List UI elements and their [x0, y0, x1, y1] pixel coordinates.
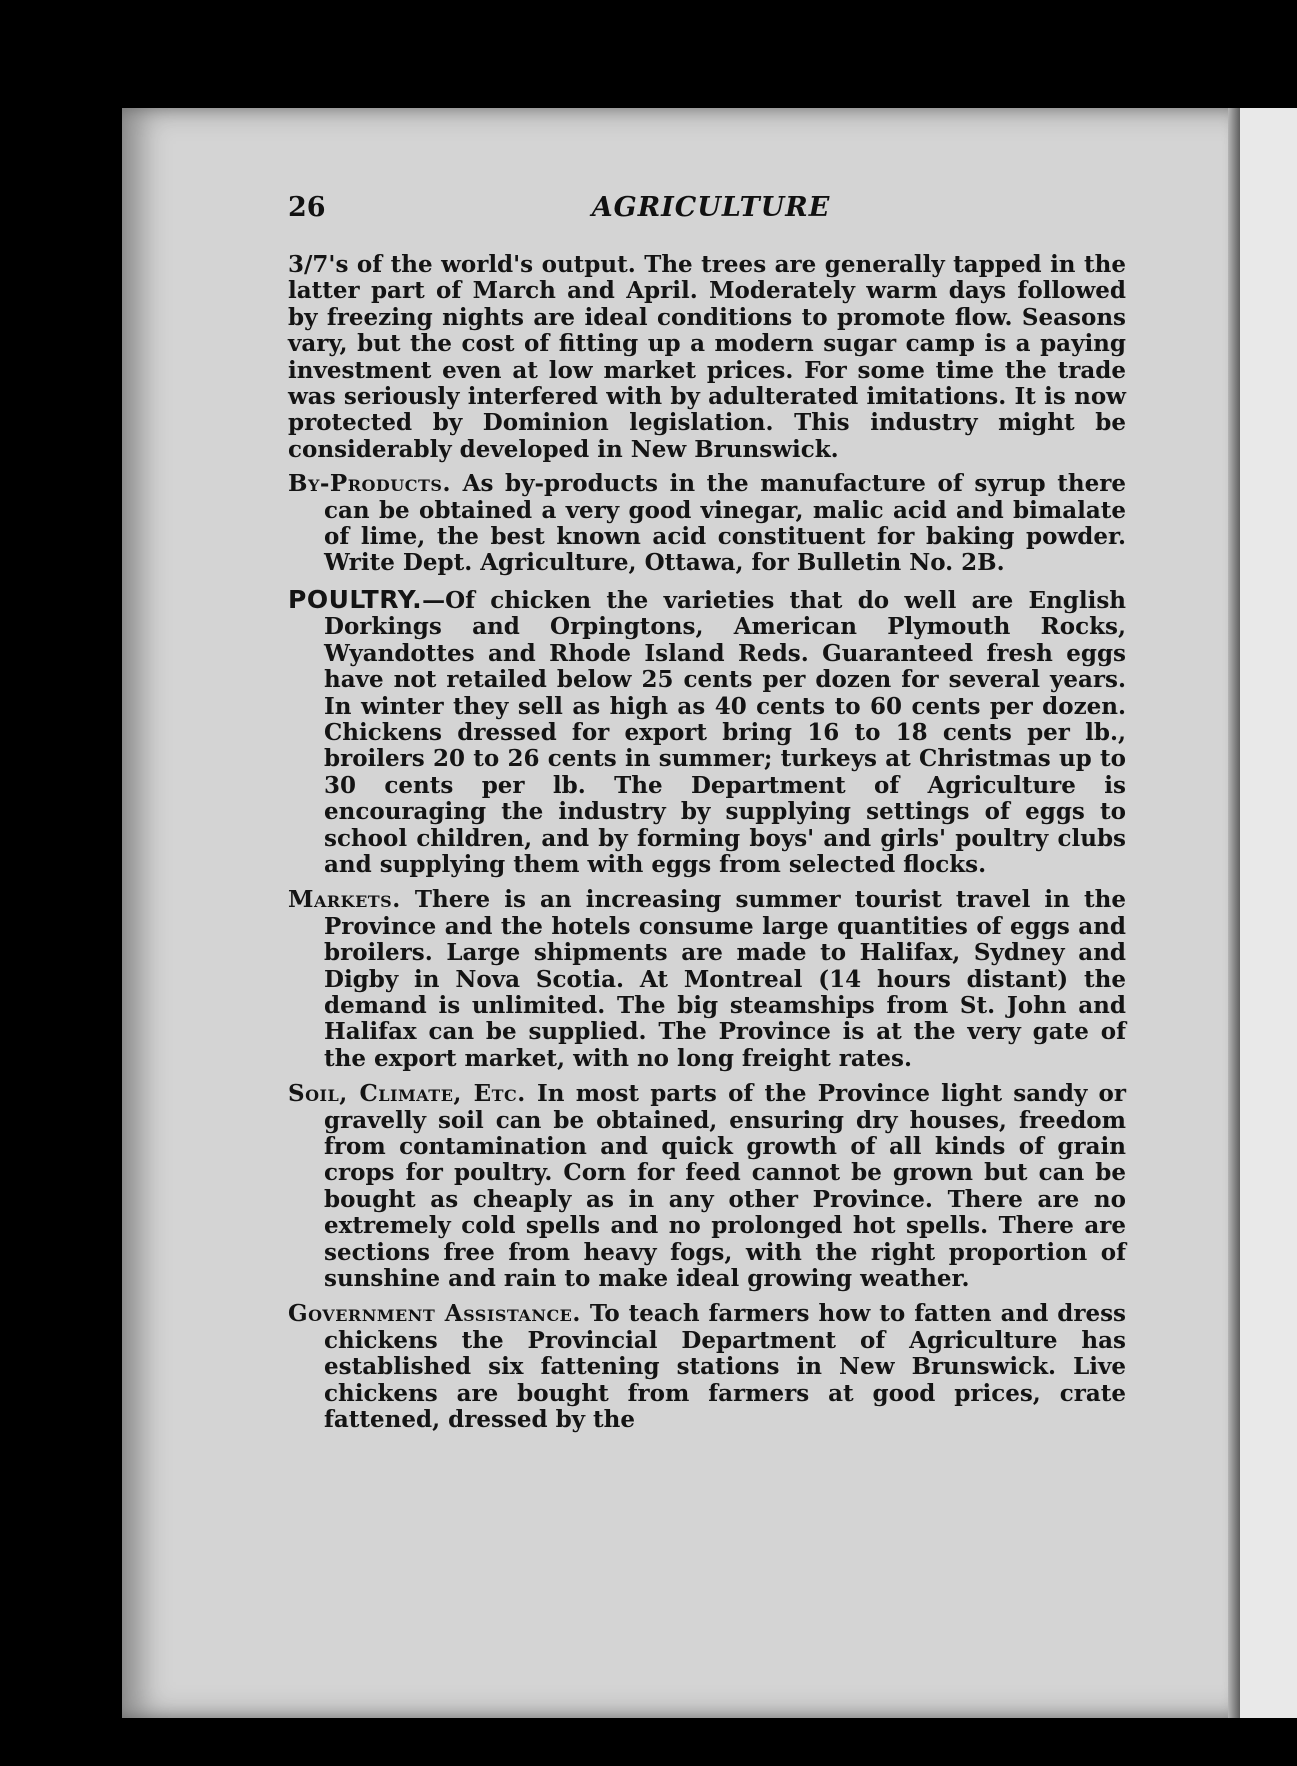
- page-number: 26: [288, 192, 326, 223]
- section-body: —Of chicken the varieties that do well are English Dorkings and Orpingtons, American Plymouth Rocks, Wyandottes and Rhode Island Reds. Guaranteed fresh eggs have not retailed below 25 cents per dozen for several years. In winter they sell as high as 40 cents to 60 cents per dozen. Chickens dressed for export bring 16 to 18 cents per lb., broilers 20 to 26 cents in summer; turkeys at Christmas up to 30 cents per lb. The Department of Agriculture is encouraging the industry by supplying settings of eggs to school children, and by forming boys' and girls' poultry clubs and supplying them with eggs from selected flocks.: [324, 586, 1126, 878]
- section-heading: POULTRY.: [288, 584, 423, 614]
- facing-page-edge: [1240, 108, 1297, 1718]
- section-body: As by-products in the manufacture of syrup there can be obtained a very good vinegar, malic acid and bimalate of lime, the best known acid constituent for baking powder. Write Dept. Agriculture, Ottawa, for Bulletin No. 2B.: [324, 470, 1126, 577]
- running-header: [288, 192, 1134, 232]
- section-body: There is an increasing summer tourist travel in the Province and the hotels consume large quantities of eggs and broilers. Large shipments are made to Halifax, Sydney and Digby in Nova Scotia. At Montreal (14 hours distant) the demand is unlimited. The big steamships from St. John and Halifax can be supplied. The Province is at the very gate of the export market, with no long freight rates.: [324, 886, 1126, 1072]
- section-poultry: [288, 584, 1126, 878]
- section-body: In most parts of the Province light sandy or gravelly soil can be obtained, ensuring dry houses, freedom from contamination and quick growth of all kinds of grain crops for poultry. Corn for feed cannot be grown but can be bought as cheaply as in any other Province. There are no extremely cold spells and no prolonged hot spells. There are sections free from heavy fogs, with the right proportion of sunshine and rain to make ideal growing weather.: [324, 1080, 1126, 1293]
- intro-paragraph: 3/7's of the world's output. The trees are generally tapped in the latter part of March and April. Moderately warm days followed by freezing nights are ideal conditions to promote flow. Seasons vary, but the cost of fitting up a modern sugar camp is a paying investment even at low market prices. For some time the trade was seriously interfered with by adulterated imitations. It is now protected by Dominion legislation. This industry might be considerably developed in New Brunswick.: [288, 251, 1126, 463]
- section-heading: Soil, Climate, Etc.: [288, 1080, 526, 1108]
- page-title: AGRICULTURE: [591, 192, 831, 223]
- section-heading: Government Assistance.: [288, 1300, 581, 1328]
- section-markets: [288, 887, 1126, 1072]
- section-soil-climate: [288, 1081, 1126, 1292]
- section-government-assistance: [288, 1301, 1126, 1433]
- section-heading: Markets.: [288, 886, 401, 914]
- page-gutter: [1228, 108, 1240, 1718]
- section-heading: By-Products.: [288, 470, 451, 498]
- section-by-products: [288, 471, 1126, 577]
- body-text: [288, 252, 1126, 1433]
- section-body: To teach farmers how to fatten and dress chickens the Provincial Department of Agriculture has established six fattening stations in New Brunswick. Live chickens are bought from farmers at good prices, crate fattened, dressed by the: [324, 1300, 1126, 1434]
